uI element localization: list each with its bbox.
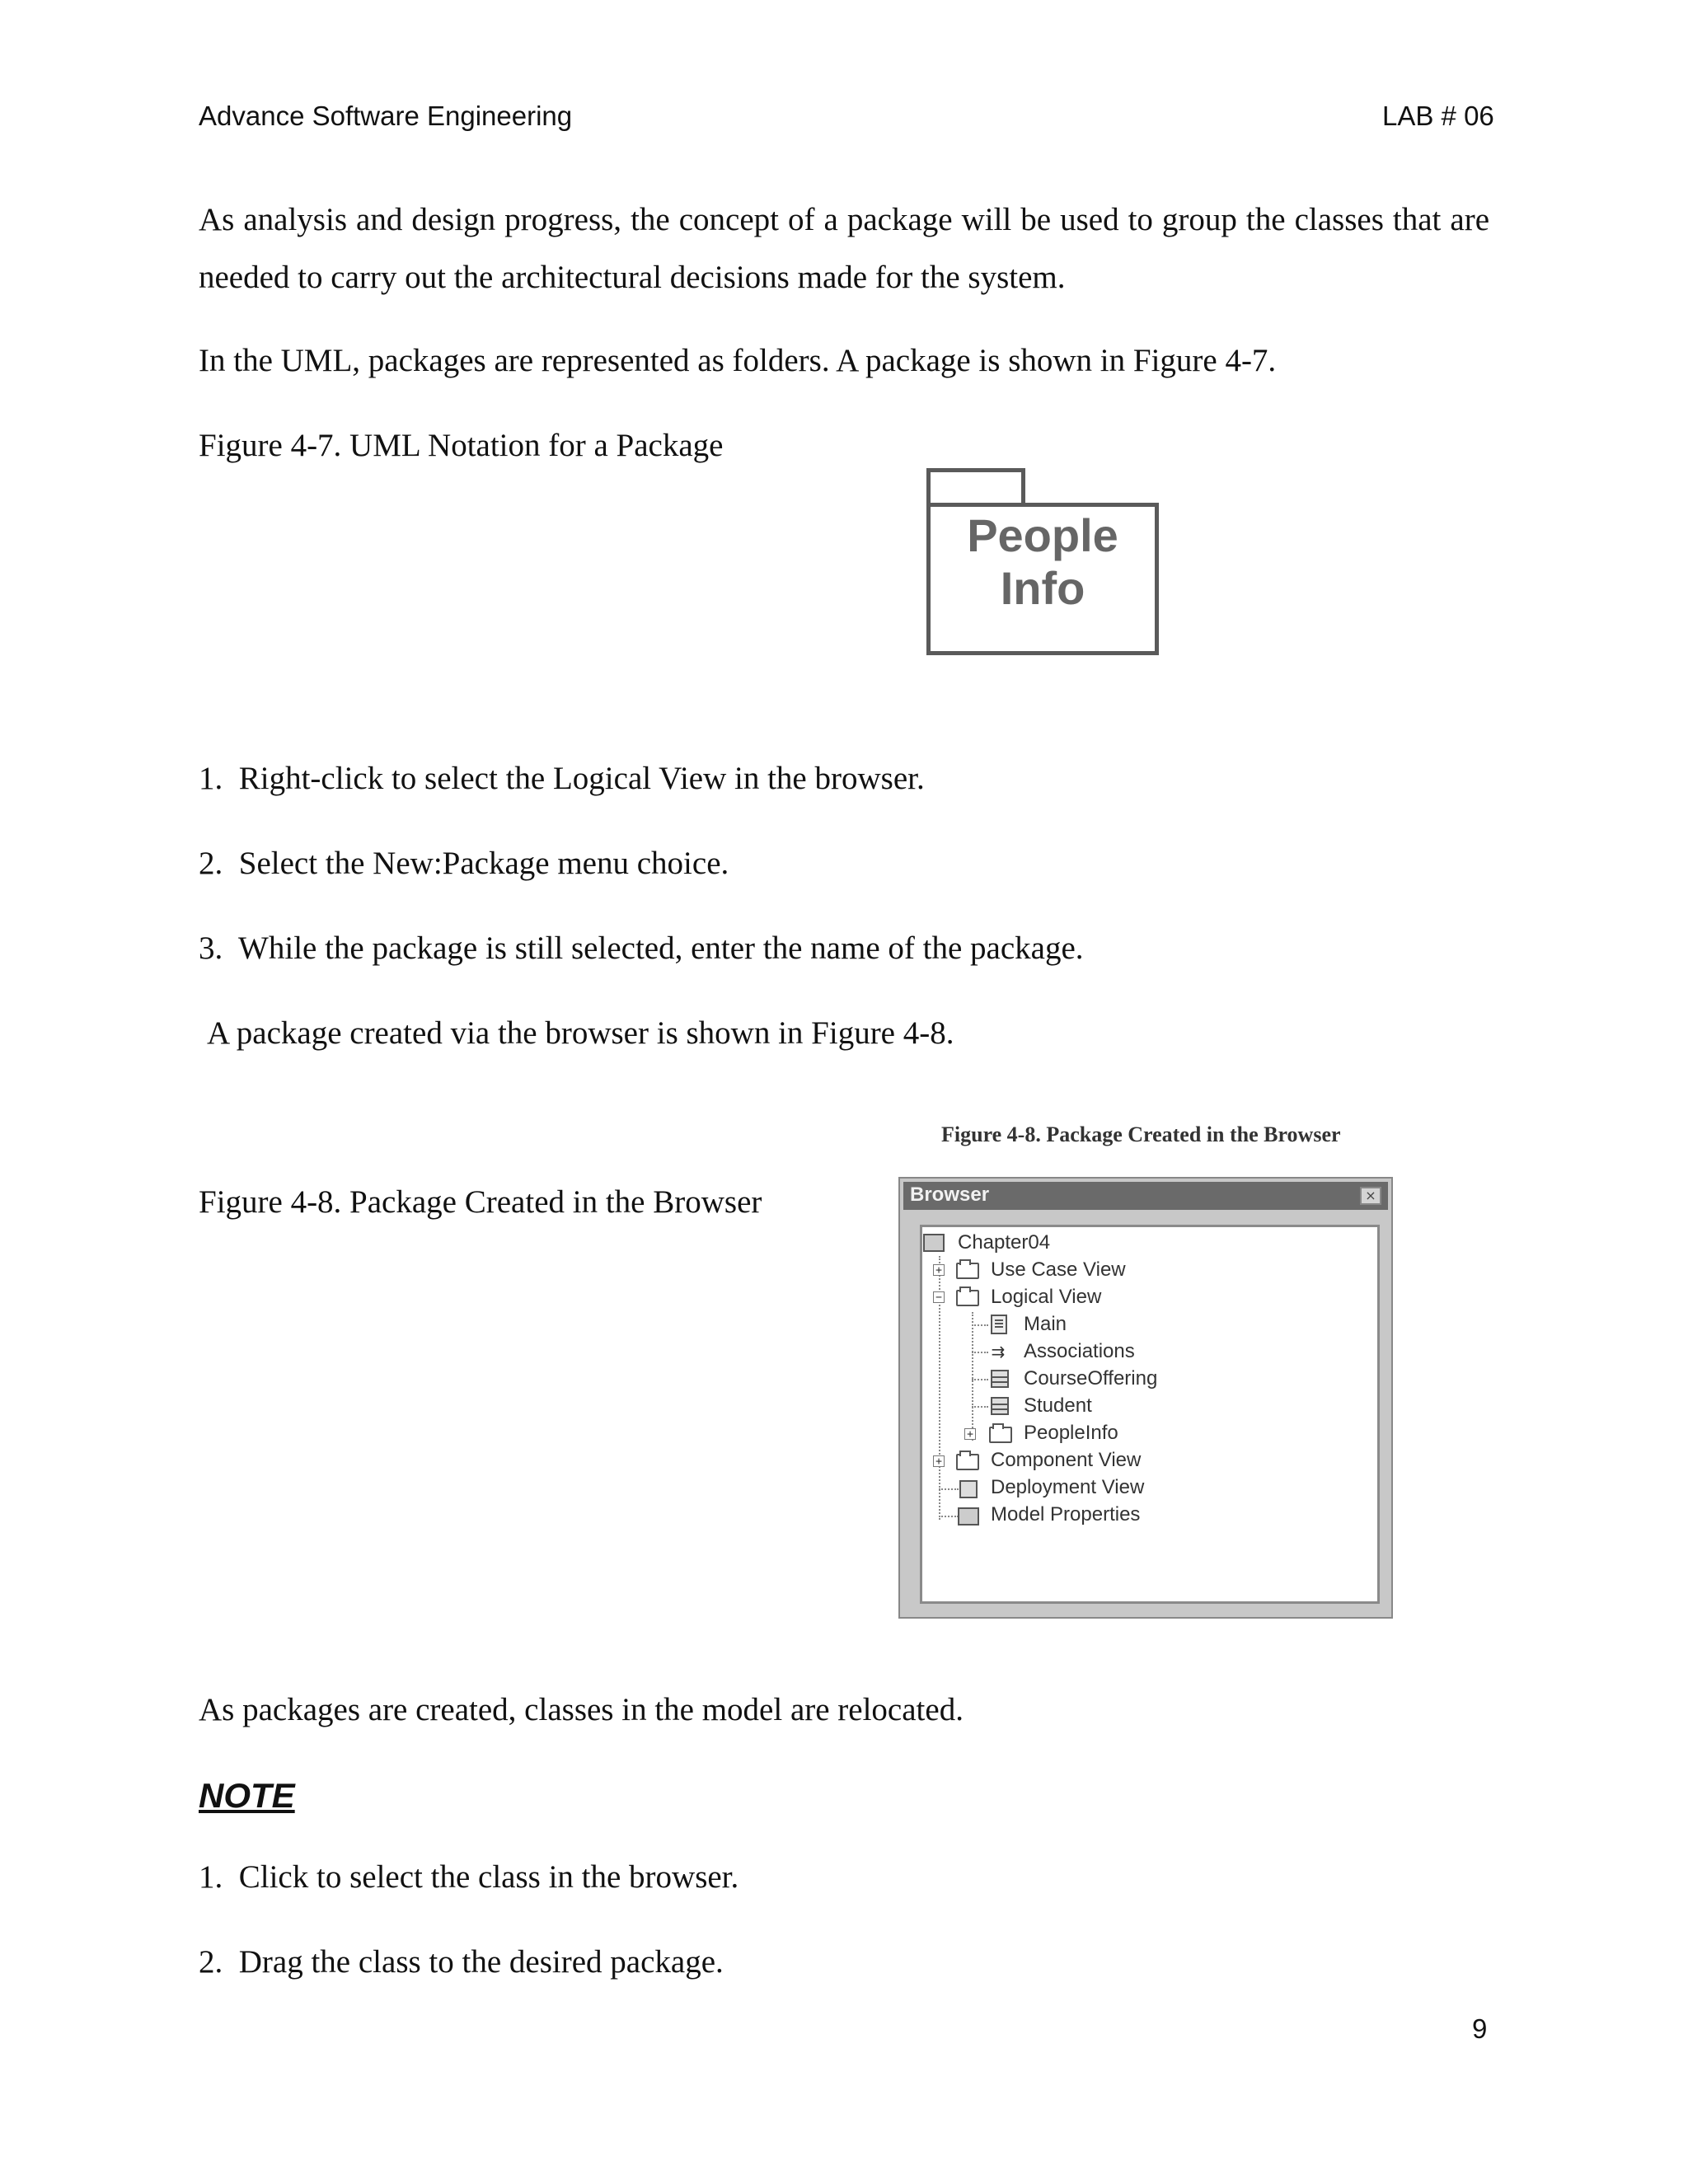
tree-item-component-view[interactable]: Component View xyxy=(991,1449,1142,1471)
tree-item-use-case-view[interactable]: Use Case View xyxy=(991,1258,1126,1281)
tree-item-course-offering[interactable]: CourseOffering xyxy=(1024,1367,1158,1390)
class-icon xyxy=(991,1397,1009,1415)
tree-guide-logical xyxy=(972,1312,973,1441)
expand-plus-icon[interactable]: + xyxy=(933,1264,945,1276)
uml-note-paragraph: In the UML, packages are represented as folders. A package is shown in Figure 4-7. xyxy=(199,343,1277,378)
tree-item-associations[interactable]: Associations xyxy=(1024,1340,1135,1362)
step-number: 2. xyxy=(199,846,223,881)
tree-item-main[interactable]: Main xyxy=(1024,1313,1067,1335)
tree-item-student[interactable]: Student xyxy=(1024,1394,1092,1417)
relocated-paragraph: As packages are created, classes in the model are relocated. xyxy=(199,1692,964,1727)
tree-item-logical-view[interactable]: Logical View xyxy=(991,1286,1102,1308)
page-number: 9 xyxy=(1472,2013,1488,2044)
step-text: While the package is still selected, enter the name of the package. xyxy=(238,930,1084,966)
step-note-2 xyxy=(199,1933,724,1991)
running-header-title: Advance Software Engineering xyxy=(199,101,573,131)
folder-icon xyxy=(989,1427,1012,1443)
expand-plus-icon[interactable]: + xyxy=(964,1428,976,1440)
browser-tree-pane xyxy=(920,1225,1380,1604)
model-root-icon xyxy=(923,1234,945,1252)
step-note-1 xyxy=(199,1849,738,1906)
tree-guide-assoc xyxy=(972,1352,988,1353)
tree-guide-course xyxy=(972,1379,988,1380)
step-number: 1. xyxy=(199,1859,223,1895)
tree-item-deployment-view[interactable]: Deployment View xyxy=(991,1476,1145,1498)
tree-item-model-properties[interactable]: Model Properties xyxy=(991,1503,1141,1526)
folder-icon xyxy=(956,1454,979,1470)
deployment-icon xyxy=(959,1480,978,1498)
package-name xyxy=(926,509,1159,615)
step-number: 2. xyxy=(199,1944,223,1980)
close-icon[interactable]: × xyxy=(1360,1187,1381,1205)
browser-title: Browser xyxy=(910,1183,990,1206)
running-header-lab: LAB # 06 xyxy=(1382,101,1494,131)
model-properties-icon xyxy=(958,1507,979,1526)
associations-icon: ⇉ xyxy=(991,1342,1006,1361)
note-heading: NOTE xyxy=(199,1776,295,1815)
step-create-1 xyxy=(199,750,925,808)
diagram-icon xyxy=(991,1315,1007,1334)
package-name-line1: People xyxy=(967,509,1118,561)
figure-4-8-image-caption: Figure 4-8. Package Created in the Browser xyxy=(941,1122,1341,1146)
step-text: Select the New:Package menu choice. xyxy=(238,846,729,881)
figure-4-7-label: Figure 4-7. UML Notation for a Package xyxy=(199,428,724,463)
step-text: Click to select the class in the browser. xyxy=(238,1859,739,1895)
package-name-line2: Info xyxy=(1000,562,1085,614)
expand-plus-icon[interactable]: + xyxy=(933,1455,945,1467)
via-browser-paragraph: A package created via the browser is shown in Figure 4-8. xyxy=(207,1015,954,1051)
package-tab xyxy=(926,468,1025,507)
step-number: 1. xyxy=(199,761,223,796)
class-icon xyxy=(991,1370,1009,1388)
figure-4-8-label: Figure 4-8. Package Created in the Browser xyxy=(199,1184,762,1220)
folder-icon xyxy=(956,1290,979,1306)
step-create-3 xyxy=(199,920,1084,977)
step-text: Drag the class to the desired package. xyxy=(238,1944,724,1980)
step-text: Right-click to select the Logical View in the browser. xyxy=(238,761,925,796)
tree-item-people-info[interactable]: PeopleInfo xyxy=(1024,1422,1118,1444)
tree-guide-main xyxy=(972,1324,988,1326)
intro-paragraph: As analysis and design progress, the concept of a package will be used to group the classes that are needed to carry out the architectural decisions made for the system. xyxy=(199,202,1489,295)
folder-icon xyxy=(956,1263,979,1279)
tree-guide-model xyxy=(939,1516,959,1517)
tree-guide-deploy xyxy=(939,1488,959,1490)
tree-guide-student xyxy=(972,1406,988,1408)
step-number: 3. xyxy=(199,930,223,966)
tree-item-root[interactable]: Chapter04 xyxy=(958,1231,1051,1254)
step-create-2 xyxy=(199,835,729,893)
collapse-minus-icon[interactable]: − xyxy=(933,1291,945,1303)
